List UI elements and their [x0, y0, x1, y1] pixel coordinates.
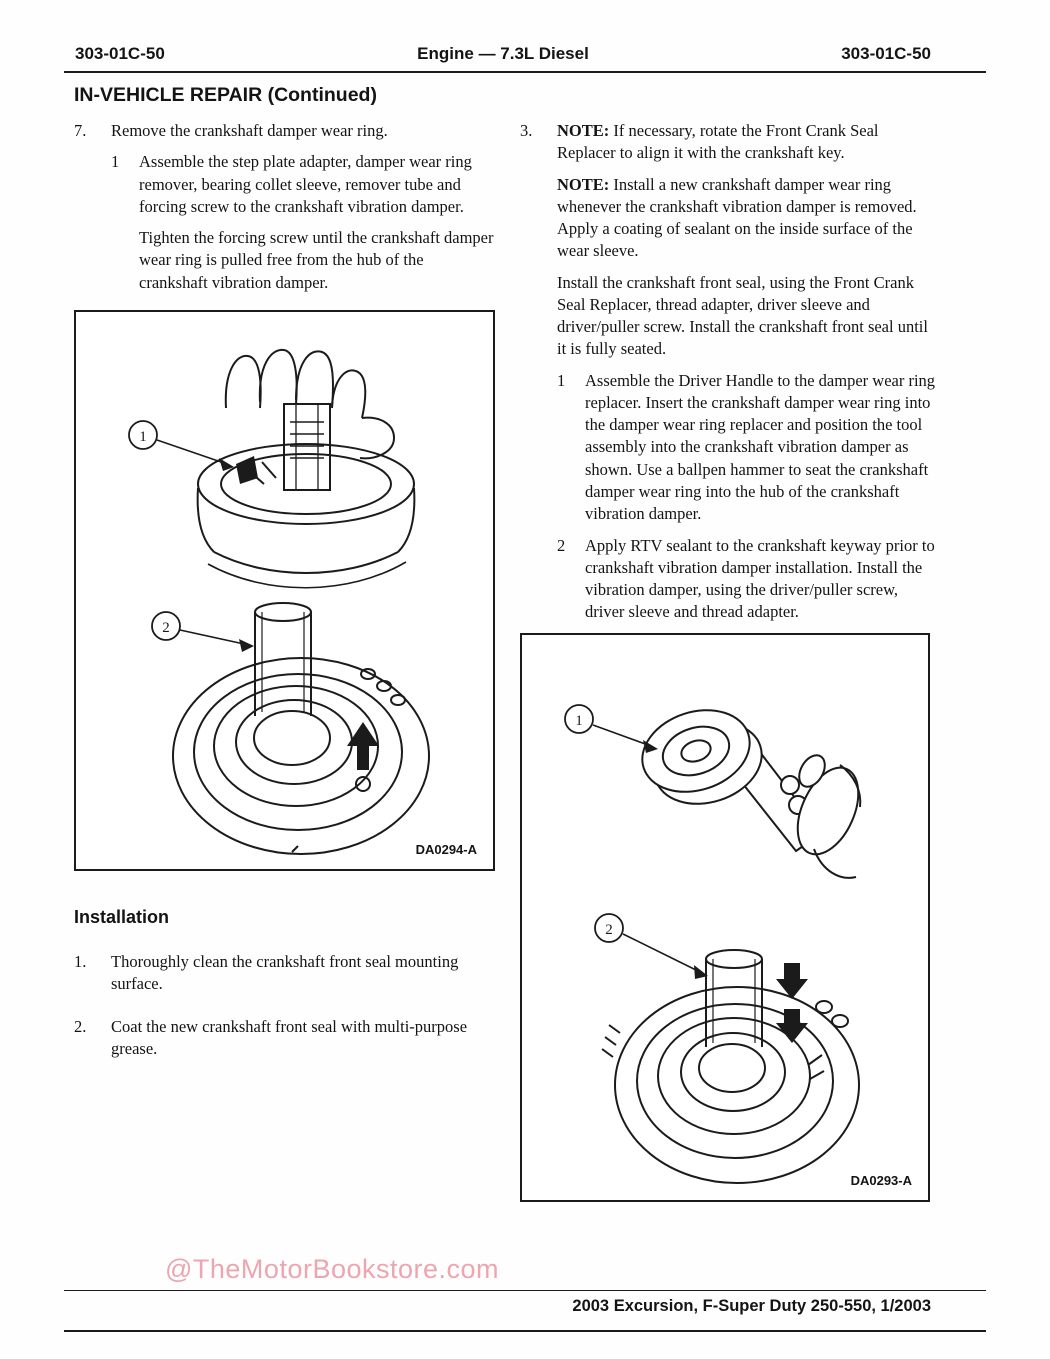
install-step-1-text: Thoroughly clean the crankshaft front seal mounting surface.: [111, 952, 459, 994]
figure2-callout-2: [595, 914, 708, 979]
remover-tube-drawing: [173, 603, 429, 854]
left-column: [74, 120, 496, 1069]
note-2: NOTE: Install a new crankshaft damper wear ring whenever the crankshaft vibration damper is removed. Apply a coating of sealant on the inside surface of the wear sleeve.: [557, 174, 917, 261]
install-step-2-number: 2.: [74, 1016, 87, 1036]
step-3-text: NOTE: If necessary, rotate the Front Crank Seal Replacer to align it with the crankshaft key.: [557, 121, 879, 163]
section-title: IN-VEHICLE REPAIR (Continued): [74, 84, 377, 106]
install-step-1-number: 1.: [74, 952, 87, 972]
wear-ring-replacer-drawing: [632, 696, 871, 877]
right-substep-1-number: 1: [557, 370, 566, 390]
damper-remover-drawing: [198, 350, 415, 588]
header-left-code: 303-01C-50: [75, 44, 165, 63]
substep-1-number: 1: [111, 152, 120, 172]
right-substep-2-number: 2: [557, 535, 566, 555]
driver-tool-drawing: [602, 950, 859, 1183]
figure-da0293: [520, 633, 930, 1202]
footer-rule-top: [64, 1290, 986, 1291]
right-substep-1-text: Assemble the Driver Handle to the damper wear ring replacer. Insert the crankshaft damper wear ring into the damper wear ring replacer and position the tool assembly into the crankshaft vibration damper as shown. Use a ballpen hammer to seat the crankshaft damper wear ring into the hub of the crankshaft vibration damper.: [585, 370, 936, 524]
watermark: @TheMotorBookstore.com: [165, 1254, 500, 1284]
tighten-paragraph: Tighten the forcing screw until the crankshaft damper wear ring is pulled free from the hub of the crankshaft vibration damper.: [139, 228, 494, 292]
step-7: [74, 120, 496, 142]
header-title: Engine — 7.3L Diesel: [417, 44, 589, 63]
install-step-2-text: Coat the new crankshaft front seal with multi-purpose grease.: [111, 1016, 468, 1058]
right-substep-2: [557, 535, 940, 624]
step-3: [520, 120, 940, 165]
figure1-callout-1: [129, 421, 234, 471]
page-header: [75, 44, 931, 64]
note-label: NOTE:: [557, 174, 610, 194]
substep-1-text: Assemble the step plate adapter, damper wear ring remover, bearing collet sleeve, remover tube and forcing screw to the crankshaft vibration damper.: [139, 152, 472, 216]
right-column: [520, 120, 940, 1202]
right-substep-2-text: Apply RTV sealant to the crankshaft keyway prior to crankshaft vibration damper installation. Install the vibration damper, using the driver/puller screw, driver sleeve and thread adapter.: [585, 535, 935, 622]
header-right-code: 303-01C-50: [841, 44, 931, 63]
figure2-label: DA0293-A: [850, 1173, 912, 1189]
figure2-callout-2-number: 2: [605, 921, 613, 938]
figure-da0293-illustration: [522, 635, 928, 1200]
installation-heading: Installation: [74, 906, 170, 927]
footer-text: 2003 Excursion, F-Super Duty 250-550, 1/2003: [572, 1297, 931, 1315]
figure1-callout-2-number: 2: [162, 619, 170, 636]
figure1-callout-2: [152, 612, 254, 652]
figure-da0294-illustration: [76, 312, 493, 869]
install-seal-paragraph: Install the crankshaft front seal, using the Front Crank Seal Replacer, thread adapter, driver sleeve and driver/puller screw. Install the crankshaft front seal until it is fully seated.: [557, 272, 928, 359]
footer-rule-bottom: [64, 1330, 986, 1332]
figure1-callout-1-number: 1: [139, 428, 147, 445]
install-step-1: [74, 951, 496, 996]
install-step-2: [74, 1016, 496, 1061]
collet-shading: [236, 456, 258, 484]
header-rule: [64, 71, 986, 73]
right-substep-1: [557, 370, 940, 526]
figure-da0294: [74, 310, 495, 871]
note-label: NOTE:: [557, 121, 610, 140]
figure2-callout-1-number: 1: [575, 712, 583, 729]
figure1-label: DA0294-A: [415, 842, 477, 858]
step-7-text: Remove the crankshaft damper wear ring.: [111, 121, 388, 140]
substep-1: [111, 151, 496, 218]
step-7-number: 7.: [74, 121, 87, 140]
step-3-number: 3.: [520, 121, 533, 140]
